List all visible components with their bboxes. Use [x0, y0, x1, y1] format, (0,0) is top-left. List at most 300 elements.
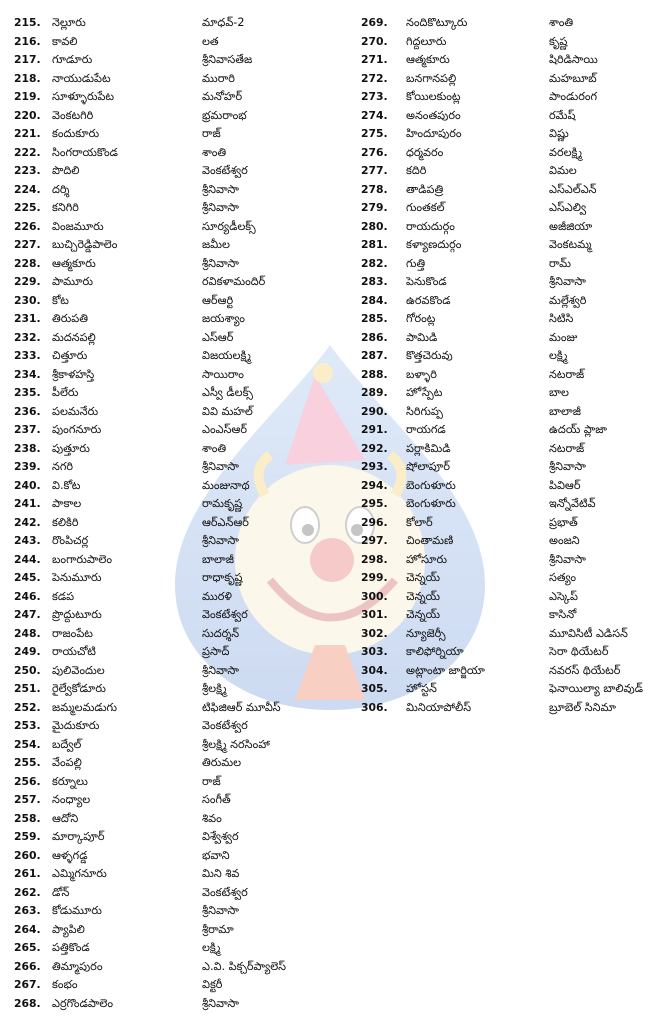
list-item-city: వేంపల్లి — [52, 756, 82, 769]
list-item-city: రాజంపేట — [52, 626, 93, 640]
list-item-number: 296. — [361, 515, 388, 529]
list-item-number: 217. — [14, 53, 41, 66]
list-item-theatre: వివి మహల్ — [202, 404, 253, 418]
list-item-theatre: వెంకటేశ్వర — [202, 164, 248, 177]
list-item — [14, 329, 339, 348]
list-item — [14, 680, 339, 699]
list-item-number: 256. — [14, 774, 41, 788]
list-item-number: 218. — [14, 71, 41, 85]
list-item — [14, 273, 339, 292]
list-item-number: 278. — [361, 182, 388, 196]
list-item-theatre: శ్రీనివాసా — [549, 552, 586, 566]
list-item-city: నగరి — [52, 460, 74, 473]
list-item — [14, 255, 339, 274]
list-item — [361, 421, 646, 440]
list-item — [14, 458, 339, 477]
list-item-number: 236. — [14, 404, 41, 418]
list-item — [14, 939, 339, 958]
list-item-theatre: శ్రీనివాసా — [202, 460, 239, 473]
list-item-city: సూళ్ళూరుపేట — [52, 90, 115, 103]
list-item-number: 223. — [14, 164, 41, 177]
list-item — [361, 569, 646, 588]
list-item-city: కడప — [52, 589, 75, 603]
list-item — [14, 33, 339, 52]
list-item-theatre: ఎస్ఎల్ఎన్ — [549, 182, 597, 196]
list-item-city: కోడుమూరు — [52, 904, 102, 917]
list-item — [361, 606, 646, 625]
list-item-city: మైదుకూరు — [52, 719, 100, 732]
list-item-city: నెల్లూరు — [52, 16, 86, 29]
list-item-theatre: రామకృష్ణ — [202, 497, 243, 510]
list-item-theatre: శ్రీనివాసా — [202, 256, 239, 270]
list-item — [14, 218, 339, 237]
list-item-city: బద్వేల్ — [52, 737, 82, 751]
list-item-city: ఉరవకొండ — [406, 293, 451, 307]
list-item-number: 287. — [361, 349, 388, 362]
list-item-city: చెన్నయ్ — [406, 608, 441, 621]
list-item-city: కళ్యాణదుర్గం — [406, 238, 462, 251]
list-item-city: హోసూరు — [406, 552, 447, 566]
list-item-theatre: మిని శివ — [202, 867, 240, 880]
list-item-number: 291. — [361, 423, 388, 436]
list-item-city: షోలాపూర్ — [406, 460, 451, 473]
list-item-number: 216. — [14, 34, 41, 48]
list-item-theatre: సూర్యడీలక్స్ — [202, 219, 256, 233]
list-item-city: సింగరాయకొండ — [52, 145, 118, 159]
list-item — [14, 162, 339, 181]
list-item-number: 233. — [14, 349, 41, 362]
list-item-number: 295. — [361, 497, 388, 510]
list-item — [14, 810, 339, 829]
list-item-number: 227. — [14, 238, 41, 251]
list-item-number: 254. — [14, 737, 41, 751]
list-item-theatre: నవరస్ థియేటర్ — [549, 663, 621, 677]
list-item-theatre: రాధాకృష్ణ — [202, 571, 243, 584]
list-item-theatre: కాసినో — [549, 608, 577, 621]
list-item — [14, 347, 339, 366]
list-item-city: కావలి — [52, 34, 78, 48]
list-item-city: మదనపల్లి — [52, 330, 96, 344]
list-item-theatre: మాధవ్-2 — [202, 16, 245, 29]
list-item — [14, 699, 339, 718]
list-item-number: 220. — [14, 108, 41, 122]
list-item-city: కర్నూలు — [52, 774, 88, 788]
list-item-number: 225. — [14, 201, 41, 214]
list-item-theatre: సత్యం — [549, 571, 577, 584]
list-item — [361, 477, 646, 496]
list-item-number: 298. — [361, 552, 388, 566]
list-item — [14, 292, 339, 311]
list-item-city: పత్తికొండ — [52, 941, 90, 954]
list-item-city: కాలిఫోర్నియా — [406, 645, 464, 658]
list-item-city: బెంగుళూరు — [406, 478, 456, 492]
list-item — [14, 51, 339, 70]
list-item-number: 229. — [14, 275, 41, 288]
list-item — [14, 754, 339, 773]
list-item — [14, 14, 339, 33]
list-item-city: డోన్ — [52, 885, 70, 899]
list-item-number: 258. — [14, 811, 41, 825]
list-item-theatre: సంగీత్ — [202, 793, 231, 806]
list-item-city: నాయుడుపేట — [52, 71, 111, 85]
list-item-city: పీలేరు — [52, 386, 79, 399]
list-item-theatre: మూవిసిటీ ఎడిసన్ — [549, 626, 628, 640]
list-item — [361, 495, 646, 514]
list-item-city: శ్రీకాళహస్తి — [52, 367, 95, 381]
list-item-number: 253. — [14, 719, 41, 732]
list-item-city: పామిడి — [406, 330, 438, 344]
list-item-theatre: భవాని — [202, 848, 230, 862]
list-item-number: 226. — [14, 219, 41, 233]
list-item — [361, 384, 646, 403]
list-item — [361, 14, 646, 33]
list-item-theatre: శాంతి — [549, 16, 574, 29]
list-item — [361, 70, 646, 89]
list-item-number: 280. — [361, 219, 388, 233]
list-item-city: వెంకటగిరి — [52, 108, 94, 122]
list-item-number: 247. — [14, 608, 41, 621]
list-item — [14, 847, 339, 866]
list-item-number: 243. — [14, 534, 41, 547]
list-item-city: పాకాల — [52, 497, 82, 510]
list-item-city: న్యూజెర్సీ — [406, 626, 446, 640]
list-item-theatre: ఎస్కెప్ — [549, 589, 578, 603]
list-item-number: 269. — [361, 16, 388, 29]
list-item-theatre: నటరాజ్ — [549, 441, 585, 455]
list-item-city: తిరుపతి — [52, 312, 88, 325]
list-item-number: 239. — [14, 460, 41, 473]
list-item-theatre: వెంకటమ్మ — [549, 238, 592, 251]
list-item-city: కదిరి — [406, 164, 427, 177]
list-item-theatre: తిరుమల — [202, 756, 242, 769]
list-item-theatre: వెంకటేశ్వర — [202, 885, 248, 899]
list-item-theatre: శ్రీనివాసా — [202, 201, 239, 214]
list-item-number: 266. — [14, 959, 41, 973]
list-item-city: చిత్తూరు — [52, 349, 88, 362]
list-item-number: 228. — [14, 256, 41, 270]
list-item-number: 301. — [361, 608, 388, 621]
list-item-city: నందికొట్కూరు — [406, 16, 468, 29]
list-item-number: 252. — [14, 700, 41, 714]
list-item-theatre: భ్రమరాంభ — [202, 108, 247, 122]
list-item — [14, 976, 339, 995]
list-item — [14, 736, 339, 755]
list-item-city: చెన్నయ్ — [406, 571, 441, 584]
list-item — [14, 921, 339, 940]
list-item-theatre: పివిఆర్ — [549, 478, 581, 492]
list-item — [361, 199, 646, 218]
list-item-city: పెనుకొండ — [406, 275, 447, 288]
list-item-number: 238. — [14, 441, 41, 455]
list-item-theatre: విజయలక్ష్మి — [202, 349, 251, 362]
list-item-number: 274. — [361, 108, 388, 122]
list-item-city: పులివెందుల — [52, 663, 105, 677]
list-item-number: 251. — [14, 682, 41, 695]
list-item-city: ప్రొద్దుటూరు — [52, 608, 102, 621]
list-item-number: 237. — [14, 423, 41, 436]
list-item — [361, 125, 646, 144]
list-item-number: 286. — [361, 330, 388, 344]
list-item — [361, 366, 646, 385]
list-item-number: 230. — [14, 293, 41, 307]
list-item — [14, 625, 339, 644]
list-item-city: పలమనేరు — [52, 404, 99, 418]
list-item-theatre: షిరిడిసాయి — [549, 53, 598, 66]
list-item-number: 234. — [14, 367, 41, 381]
list-item-city: అనంతపురం — [406, 108, 461, 122]
list-item-number: 264. — [14, 922, 41, 936]
right-column-list — [361, 14, 646, 717]
list-item-city: గుంతకల్ — [406, 201, 445, 214]
list-item-number: 265. — [14, 941, 41, 954]
list-item — [14, 773, 339, 792]
list-item-theatre: సెరా థియేటర్ — [549, 645, 609, 658]
list-item-city: బనగానపల్లి — [406, 71, 457, 85]
list-item-number: 235. — [14, 386, 41, 399]
list-item-city: జమ్మలమడుగు — [52, 700, 117, 714]
list-item-theatre: ఎస్ఆర్ — [202, 330, 234, 344]
list-item-theatre: మంజునాథ — [202, 478, 250, 492]
list-item-number: 241. — [14, 497, 41, 510]
list-item — [14, 421, 339, 440]
list-item-theatre: విమల — [549, 164, 577, 177]
list-item-city: ఎమ్మిగనూరు — [52, 867, 107, 880]
list-item-number: 293. — [361, 460, 388, 473]
list-item-city: ఆత్మకూరు — [406, 53, 450, 66]
list-item — [361, 162, 646, 181]
list-item-city: రాయదుర్గం — [406, 219, 455, 233]
list-item-number: 290. — [361, 404, 388, 418]
list-item-number: 288. — [361, 367, 388, 381]
list-item — [14, 865, 339, 884]
list-item-theatre: విశ్వేశ్వర — [202, 830, 239, 843]
list-item — [361, 273, 646, 292]
list-item-theatre: నటరాజ్ — [549, 367, 585, 381]
list-item — [14, 144, 339, 163]
list-item-theatre: లక్ష్మి — [202, 941, 221, 954]
list-item-theatre: మురళి — [202, 589, 232, 603]
list-item-number: 270. — [361, 34, 388, 48]
list-item-theatre: ఎ.వి. పిక్చర్‌ప్యాలెస్ — [202, 959, 286, 973]
list-item-city: రాయగడ — [406, 423, 446, 436]
list-item — [14, 125, 339, 144]
list-item-theatre: ఎస్ఎల్వి — [549, 201, 587, 214]
list-item-theatre: అజీజియా — [549, 219, 593, 233]
list-item-theatre: బాలాజీ — [549, 404, 581, 418]
list-item-number: 300. — [361, 589, 388, 603]
list-item — [361, 403, 646, 422]
list-item-theatre: శ్రీనివాసా — [202, 182, 239, 196]
list-item — [361, 310, 646, 329]
list-item-theatre: రాజ్ — [202, 774, 221, 788]
list-item — [361, 144, 646, 163]
list-item-city: హిందూపురం — [406, 127, 462, 140]
list-item — [14, 310, 339, 329]
list-item — [14, 107, 339, 126]
list-item-theatre: ఫెనాయిల్యా బాలివుడ్ — [549, 682, 643, 695]
list-item-city: ఎర్రగొండపాలెం — [52, 996, 113, 1010]
list-item — [14, 588, 339, 607]
list-item-number: 273. — [361, 90, 388, 103]
list-item-city: ప్యాపిలి — [52, 922, 85, 936]
list-item-theatre: శ్రీలక్ష్మి నరసింహా — [202, 737, 270, 751]
list-item-theatre: ప్రభాత్ — [549, 515, 578, 529]
list-item-number: 289. — [361, 386, 388, 399]
list-item-city: బుచ్చిరెడ్డిపాలెం — [52, 238, 118, 251]
list-item-number: 222. — [14, 145, 41, 159]
list-item — [361, 699, 646, 718]
list-item-theatre: శ్రీనివాసా — [549, 275, 586, 288]
list-item-theatre: శ్రీనివాసా — [202, 534, 239, 547]
list-item — [361, 680, 646, 699]
list-item-city: పుత్తూరు — [52, 441, 90, 455]
list-item — [14, 495, 339, 514]
list-item-city: కంభం — [52, 978, 78, 991]
list-item-city: బళ్ళారి — [406, 367, 437, 381]
list-item — [361, 514, 646, 533]
list-item-number: 240. — [14, 478, 41, 492]
list-item-number: 257. — [14, 793, 41, 806]
list-item-theatre: వరలక్ష్మి — [549, 145, 583, 159]
list-item-city: రైల్వేకోడూరు — [52, 682, 106, 695]
list-item — [361, 347, 646, 366]
list-item — [14, 236, 339, 255]
list-item-number: 272. — [361, 71, 388, 85]
list-item-theatre: మంజు — [549, 330, 578, 344]
list-item-theatre: శ్రీనివాసతేజ — [202, 53, 253, 66]
list-item-city: గూడూరు — [52, 53, 93, 66]
list-item-city: నంధ్యాల — [52, 793, 91, 806]
list-item-number: 271. — [361, 53, 388, 66]
list-item-city: దర్శి — [52, 182, 70, 196]
list-item — [14, 569, 339, 588]
list-item — [14, 958, 339, 977]
list-item-city: ఆదోని — [52, 811, 79, 825]
list-item-theatre: ఆర్ఆర్టి — [202, 293, 234, 307]
list-item-number: 245. — [14, 571, 41, 584]
list-item-theatre: రామ్ — [549, 256, 571, 270]
list-item-city: పొదిలి — [52, 164, 80, 177]
list-item-theatre: అంజని — [549, 534, 580, 547]
list-item-city: కొత్తచెరువు — [406, 349, 453, 362]
list-item-theatre: శ్రీనివాసా — [202, 663, 239, 677]
list-item-number: 221. — [14, 127, 41, 140]
list-item-city: మార్కాపూర్ — [52, 830, 105, 843]
list-item — [361, 588, 646, 607]
list-item-number: 263. — [14, 904, 41, 917]
list-item-city: కందుకూరు — [52, 127, 100, 140]
list-item-city: గుత్తి — [406, 256, 426, 270]
list-item — [14, 995, 339, 1014]
list-item — [14, 551, 339, 570]
list-item — [14, 532, 339, 551]
list-item-theatre: పాండురంగ — [549, 90, 598, 103]
list-item-city: తిమ్మాపురం — [52, 959, 103, 973]
list-item-theatre: బాల — [549, 386, 569, 399]
list-item — [14, 662, 339, 681]
list-item-number: 255. — [14, 756, 41, 769]
list-item — [14, 717, 339, 736]
list-item — [361, 236, 646, 255]
list-item — [14, 440, 339, 459]
list-item-number: 231. — [14, 312, 41, 325]
list-item — [361, 532, 646, 551]
list-item — [361, 218, 646, 237]
list-item-city: గోరంట్ల — [406, 312, 436, 325]
list-item-theatre: మురారి — [202, 71, 235, 85]
list-item-theatre: శ్రీనివాసా — [202, 996, 239, 1010]
list-item — [14, 181, 339, 200]
list-item-number: 281. — [361, 238, 388, 251]
list-item-number: 294. — [361, 478, 388, 492]
list-item-theatre: బ్రూబెల్ సినిమా — [549, 700, 616, 714]
list-item — [361, 643, 646, 662]
list-item-city: పామూరు — [52, 275, 94, 288]
list-item-number: 292. — [361, 441, 388, 455]
list-item-number: 277. — [361, 164, 388, 177]
list-item-theatre: జమీల — [202, 238, 230, 251]
list-item-number: 259. — [14, 830, 41, 843]
list-item-theatre: ప్రసాద్ — [202, 645, 230, 658]
list-item-number: 248. — [14, 626, 41, 640]
list-item — [361, 662, 646, 681]
list-item-number: 276. — [361, 145, 388, 159]
list-item-number: 215. — [14, 16, 41, 29]
list-item-theatre: లక్ష్మి — [549, 349, 568, 362]
list-item-number: 303. — [361, 645, 388, 658]
list-item-city: వింజమూరు — [52, 219, 104, 233]
list-item-theatre: ఉదయ్ ప్లాజా — [549, 423, 608, 436]
list-item-theatre: సిటిసి — [549, 312, 574, 325]
list-item-city: ఆత్మకూరు — [52, 256, 96, 270]
list-item-theatre: విక్టరీ — [202, 978, 223, 991]
list-item — [14, 384, 339, 403]
list-item — [14, 514, 339, 533]
list-item-city: అట్లాంటా జార్జియా — [406, 663, 485, 677]
list-item-number: 302. — [361, 626, 388, 640]
list-item-city: చింతామణి — [406, 534, 454, 547]
list-item-number: 275. — [361, 127, 388, 140]
list-item-theatre: మల్లేశ్వరి — [549, 293, 587, 307]
list-item-city: ధర్మవరం — [406, 145, 444, 159]
list-item-number: 249. — [14, 645, 41, 658]
list-item-theatre: ఎంఎస్ఆర్ — [202, 423, 247, 436]
list-item-city: బంగారుపాలెం — [52, 552, 113, 566]
list-item-city: హోస్టన్ — [406, 682, 437, 695]
list-item-theatre: వెంకటేశ్వర — [202, 719, 248, 732]
list-item-city: చెన్నయ్ — [406, 589, 441, 603]
list-item-theatre: రమేష్ — [549, 108, 576, 122]
list-item-number: 268. — [14, 996, 41, 1010]
list-item — [14, 884, 339, 903]
list-item-number: 305. — [361, 682, 388, 695]
list-item-city: కోట — [52, 293, 69, 307]
list-item-number: 279. — [361, 201, 388, 214]
list-item-theatre: ఇన్నోవేటివ్ — [549, 497, 596, 510]
list-item — [361, 33, 646, 52]
list-item — [14, 828, 339, 847]
list-item — [14, 791, 339, 810]
list-item-theatre: శ్రీనివాసా — [202, 904, 239, 917]
list-item-city: గిద్దలూరు — [406, 34, 447, 48]
list-item-city: పుంగనూరు — [52, 423, 102, 436]
list-item-city: పర్లాకిమిడి — [406, 441, 451, 455]
list-item-theatre: టిఫిజిఆర్ మూవీస్ — [202, 700, 281, 714]
list-item-city: సిరిగుప్ప — [406, 404, 443, 418]
list-item-theatre: శ్రీనివాసా — [549, 460, 586, 473]
list-item-city: రాయచోటి — [52, 645, 96, 658]
list-item — [14, 643, 339, 662]
